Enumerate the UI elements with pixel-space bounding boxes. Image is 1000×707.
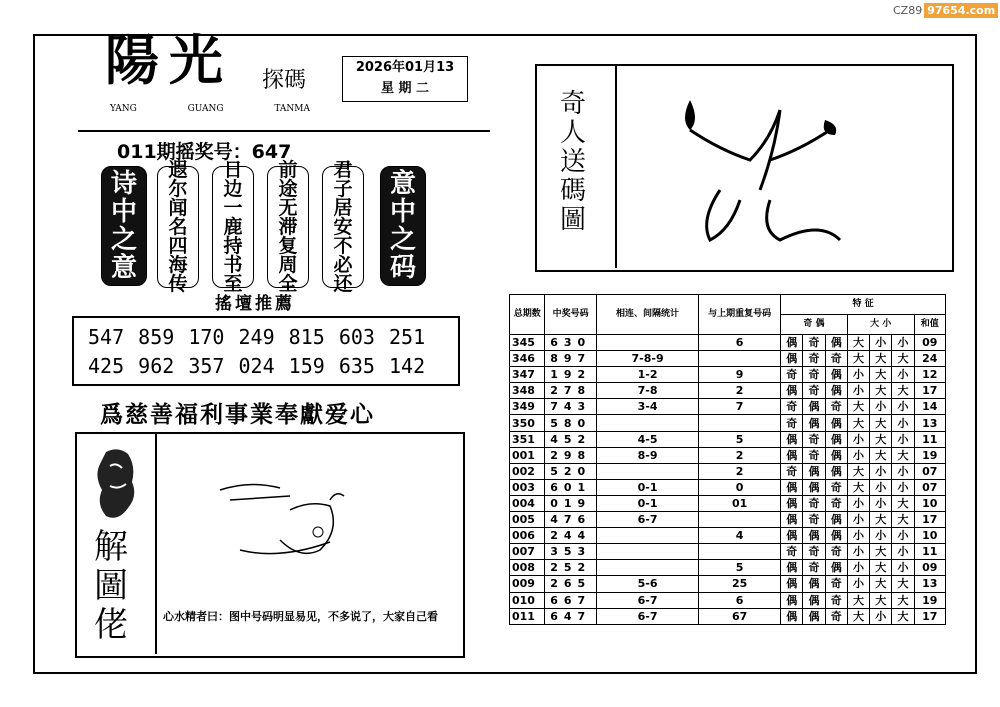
- table-row: [510, 495, 946, 511]
- cont-cell: 4-5: [596, 431, 698, 447]
- oddeven-cell: 偶: [825, 383, 847, 399]
- bigsmall-cell: 小: [847, 383, 869, 399]
- history-table: [509, 294, 946, 625]
- bigsmall-cell: 小: [870, 495, 892, 511]
- oddeven-cell: 奇: [803, 351, 825, 367]
- oddeven-cell: 奇: [803, 383, 825, 399]
- sum-cell: 10: [914, 528, 945, 544]
- sum-cell: 12: [914, 367, 945, 383]
- sum-cell: 24: [914, 351, 945, 367]
- bigsmall-cell: 小: [892, 431, 914, 447]
- oddeven-cell: 偶: [825, 528, 847, 544]
- cont-cell: [596, 335, 698, 351]
- bigsmall-cell: 大: [870, 351, 892, 367]
- cont-cell: 7-8: [596, 383, 698, 399]
- win-cell: 252: [545, 560, 597, 576]
- win-cell: 897: [545, 351, 597, 367]
- rep-cell: 2: [699, 447, 781, 463]
- cont-cell: 5-6: [596, 576, 698, 592]
- issue-cell: 011: [510, 608, 545, 624]
- bigsmall-cell: 大: [892, 608, 914, 624]
- table-row: [510, 415, 946, 431]
- col-oddeven: 奇 偶: [781, 315, 848, 335]
- bigsmall-cell: 大: [870, 512, 892, 528]
- rep-cell: [699, 544, 781, 560]
- table-row: [510, 335, 946, 351]
- bigsmall-cell: 大: [870, 415, 892, 431]
- bigsmall-cell: 大: [892, 512, 914, 528]
- bigsmall-cell: 大: [892, 351, 914, 367]
- oddeven-cell: 奇: [803, 495, 825, 511]
- rep-cell: 6: [699, 335, 781, 351]
- picture-label: 奇 人 送 碼 圖: [560, 89, 587, 235]
- issue-cell: 351: [510, 431, 545, 447]
- oddeven-cell: 偶: [781, 383, 803, 399]
- pinyin-3: TANMA: [274, 104, 310, 114]
- oddeven-cell: 偶: [803, 399, 825, 415]
- oddeven-cell: 偶: [803, 463, 825, 479]
- sum-cell: 10: [914, 495, 945, 511]
- win-cell: 667: [545, 592, 597, 608]
- sum-cell: 17: [914, 383, 945, 399]
- issue-cell: 346: [510, 351, 545, 367]
- bigsmall-cell: 大: [892, 383, 914, 399]
- bigsmall-cell: 大: [870, 383, 892, 399]
- bigsmall-cell: 小: [847, 495, 869, 511]
- bigsmall-cell: 小: [870, 479, 892, 495]
- bigsmall-cell: 小: [892, 367, 914, 383]
- oddeven-cell: 奇: [781, 544, 803, 560]
- cont-cell: [596, 544, 698, 560]
- bigsmall-cell: 小: [892, 335, 914, 351]
- bigsmall-cell: 大: [847, 335, 869, 351]
- bigsmall-cell: 小: [847, 528, 869, 544]
- oddeven-cell: 奇: [825, 608, 847, 624]
- bigsmall-cell: 大: [847, 415, 869, 431]
- bigsmall-cell: 小: [847, 512, 869, 528]
- oddeven-cell: 奇: [803, 335, 825, 351]
- cont-cell: 6-7: [596, 608, 698, 624]
- win-cell: 601: [545, 479, 597, 495]
- oddeven-cell: 偶: [825, 560, 847, 576]
- oddeven-cell: 奇: [825, 399, 847, 415]
- issue-cell: 350: [510, 415, 545, 431]
- oddeven-cell: 奇: [781, 367, 803, 383]
- col-cont: 相连、间隔统计: [596, 295, 698, 335]
- bigsmall-cell: 小: [847, 431, 869, 447]
- oddeven-cell: 偶: [803, 528, 825, 544]
- history-table-wrap: [509, 294, 946, 625]
- oddeven-cell: 偶: [781, 512, 803, 528]
- bigsmall-cell: 大: [847, 608, 869, 624]
- bigsmall-cell: 小: [847, 447, 869, 463]
- oddeven-cell: 偶: [781, 335, 803, 351]
- pinyin-2: GUANG: [187, 104, 224, 114]
- oddeven-cell: 偶: [825, 512, 847, 528]
- rep-cell: 2: [699, 463, 781, 479]
- table-row: [510, 367, 946, 383]
- table-row: [510, 399, 946, 415]
- sum-cell: 13: [914, 576, 945, 592]
- riddle-label: 解 圖 佬: [94, 527, 128, 645]
- oddeven-cell: 偶: [825, 335, 847, 351]
- issue-cell: 348: [510, 383, 545, 399]
- oddeven-cell: 奇: [803, 447, 825, 463]
- table-row: [510, 351, 946, 367]
- draw-result: 011期摇奖号：647: [117, 141, 292, 163]
- win-cell: 244: [545, 528, 597, 544]
- win-cell: 353: [545, 544, 597, 560]
- win-cell: 265: [545, 576, 597, 592]
- poem-left-title: 诗 中 之 意: [101, 166, 147, 286]
- oddeven-cell: 偶: [781, 431, 803, 447]
- sum-cell: 11: [914, 544, 945, 560]
- rep-cell: 9: [699, 367, 781, 383]
- oddeven-cell: 偶: [781, 592, 803, 608]
- bigsmall-cell: 大: [892, 447, 914, 463]
- picture-drawing: [660, 80, 860, 260]
- cont-cell: 1-2: [596, 367, 698, 383]
- win-cell: 476: [545, 512, 597, 528]
- bigsmall-cell: 大: [892, 495, 914, 511]
- table-row: [510, 383, 946, 399]
- issue-cell: 010: [510, 592, 545, 608]
- cont-cell: 8-9: [596, 447, 698, 463]
- poem-column-3: 前 途 无 滞 复 周 全: [267, 166, 309, 288]
- sum-cell: 09: [914, 560, 945, 576]
- watermark-prefix: CZ89: [893, 4, 923, 17]
- date-box: [342, 56, 468, 102]
- oddeven-cell: 奇: [803, 367, 825, 383]
- win-cell: 278: [545, 383, 597, 399]
- cont-cell: [596, 560, 698, 576]
- oddeven-cell: 奇: [803, 560, 825, 576]
- oddeven-cell: 奇: [825, 592, 847, 608]
- bigsmall-cell: 小: [847, 560, 869, 576]
- divider: [78, 130, 490, 132]
- oddeven-cell: 偶: [781, 560, 803, 576]
- rep-cell: 5: [699, 560, 781, 576]
- oddeven-cell: 奇: [825, 576, 847, 592]
- sum-cell: 14: [914, 399, 945, 415]
- charity-slogan: 爲慈善福利事業奉獻爱心: [100, 401, 375, 428]
- riddle-caption: 心水精者曰：图中号码明显易见，不多说了，大家自己看: [163, 610, 438, 623]
- bigsmall-cell: 小: [870, 463, 892, 479]
- bigsmall-cell: 大: [892, 576, 914, 592]
- cont-cell: [596, 463, 698, 479]
- oddeven-cell: 奇: [825, 351, 847, 367]
- oddeven-cell: 奇: [781, 399, 803, 415]
- oddeven-cell: 偶: [803, 479, 825, 495]
- sum-cell: 19: [914, 447, 945, 463]
- cont-cell: 7-8-9: [596, 351, 698, 367]
- col-feature: 特 征: [781, 295, 946, 315]
- bigsmall-cell: 小: [892, 479, 914, 495]
- col-bigsmall: 大 小: [847, 315, 914, 335]
- date-line: 2026年01月13: [355, 60, 455, 75]
- pinyin-1: YANG: [110, 104, 137, 114]
- cont-cell: 6-7: [596, 512, 698, 528]
- oddeven-cell: 偶: [825, 415, 847, 431]
- oddeven-cell: 奇: [825, 479, 847, 495]
- bigsmall-cell: 大: [847, 479, 869, 495]
- oddeven-cell: 偶: [781, 479, 803, 495]
- bigsmall-cell: 小: [870, 335, 892, 351]
- table-row: [510, 528, 946, 544]
- bigsmall-cell: 小: [870, 399, 892, 415]
- cont-cell: 0-1: [596, 479, 698, 495]
- table-row: [510, 431, 946, 447]
- sum-cell: 07: [914, 479, 945, 495]
- oddeven-cell: 奇: [803, 544, 825, 560]
- win-cell: 580: [545, 415, 597, 431]
- table-row: [510, 447, 946, 463]
- oddeven-cell: 偶: [803, 608, 825, 624]
- oddeven-cell: 偶: [781, 351, 803, 367]
- bigsmall-cell: 大: [870, 431, 892, 447]
- win-cell: 452: [545, 431, 597, 447]
- oddeven-cell: 偶: [825, 463, 847, 479]
- cont-cell: 0-1: [596, 495, 698, 511]
- rep-cell: 2: [699, 383, 781, 399]
- watermark-site[interactable]: 97654.com: [924, 3, 998, 18]
- cont-cell: [596, 528, 698, 544]
- recommend-title: 搖壇推薦: [215, 294, 295, 314]
- rep-cell: 0: [699, 479, 781, 495]
- issue-cell: 004: [510, 495, 545, 511]
- sum-cell: 17: [914, 608, 945, 624]
- bigsmall-cell: 小: [892, 528, 914, 544]
- issue-cell: 005: [510, 512, 545, 528]
- issue-cell: 002: [510, 463, 545, 479]
- rep-cell: 6: [699, 592, 781, 608]
- cont-cell: 3-4: [596, 399, 698, 415]
- issue-cell: 003: [510, 479, 545, 495]
- table-row: [510, 592, 946, 608]
- bigsmall-cell: 大: [870, 560, 892, 576]
- oddeven-cell: 偶: [825, 367, 847, 383]
- logo-subtitle: 探碼: [262, 68, 307, 93]
- rep-cell: 25: [699, 576, 781, 592]
- numbers-line-2: 425 962 357 024 159 635 142: [88, 354, 426, 378]
- oddeven-cell: 奇: [803, 512, 825, 528]
- poem-right-title: 意 中 之 码: [380, 166, 426, 286]
- logo-pinyin: [110, 104, 310, 114]
- numbers-line-1: 547 859 170 249 815 603 251: [88, 325, 426, 349]
- oddeven-cell: 偶: [825, 431, 847, 447]
- bigsmall-cell: 大: [892, 592, 914, 608]
- sum-cell: 11: [914, 431, 945, 447]
- oddeven-cell: 偶: [825, 447, 847, 463]
- table-row: [510, 479, 946, 495]
- bigsmall-cell: 小: [870, 528, 892, 544]
- rep-cell: [699, 512, 781, 528]
- bigsmall-cell: 小: [892, 463, 914, 479]
- weekday-line: 星 期 二: [380, 81, 430, 96]
- oddeven-cell: 偶: [803, 576, 825, 592]
- sum-cell: 07: [914, 463, 945, 479]
- rep-cell: 7: [699, 399, 781, 415]
- win-cell: 019: [545, 495, 597, 511]
- bigsmall-cell: 大: [870, 367, 892, 383]
- table-row: [510, 608, 946, 624]
- site-watermark[interactable]: [889, 2, 1000, 20]
- bigsmall-cell: 大: [847, 463, 869, 479]
- issue-cell: 349: [510, 399, 545, 415]
- table-row: [510, 560, 946, 576]
- col-win: 中奖号码: [545, 295, 597, 335]
- oddeven-cell: 偶: [803, 415, 825, 431]
- issue-cell: 007: [510, 544, 545, 560]
- oddeven-cell: 偶: [781, 495, 803, 511]
- oddeven-cell: 偶: [781, 528, 803, 544]
- table-row: [510, 544, 946, 560]
- bigsmall-cell: 大: [870, 576, 892, 592]
- poem-column-4: 君 子 居 安 不 必 还: [322, 166, 364, 288]
- table-row: [510, 576, 946, 592]
- oddeven-cell: 奇: [781, 415, 803, 431]
- logo-title: 陽光: [105, 28, 233, 92]
- bigsmall-cell: 大: [870, 447, 892, 463]
- bigsmall-cell: 小: [892, 544, 914, 560]
- bigsmall-cell: 小: [847, 367, 869, 383]
- oddeven-cell: 奇: [803, 431, 825, 447]
- rep-cell: 67: [699, 608, 781, 624]
- rep-cell: 4: [699, 528, 781, 544]
- issue-cell: 345: [510, 335, 545, 351]
- issue-cell: 009: [510, 576, 545, 592]
- cont-cell: 6-7: [596, 592, 698, 608]
- win-cell: 647: [545, 608, 597, 624]
- poem-column-2: 日 边 一 鹿 持 书 至: [212, 166, 254, 288]
- oddeven-cell: 奇: [825, 495, 847, 511]
- rep-cell: 01: [699, 495, 781, 511]
- oddeven-cell: 奇: [825, 544, 847, 560]
- issue-cell: 006: [510, 528, 545, 544]
- oddeven-cell: 偶: [781, 608, 803, 624]
- col-issue: 总期数: [510, 295, 545, 335]
- poem-column-1: 遐 尔 闻 名 四 海 传: [157, 166, 199, 288]
- oddeven-cell: 奇: [781, 463, 803, 479]
- win-cell: 192: [545, 367, 597, 383]
- bigsmall-cell: 大: [847, 351, 869, 367]
- win-cell: 630: [545, 335, 597, 351]
- oddeven-cell: 偶: [781, 576, 803, 592]
- sum-cell: 09: [914, 335, 945, 351]
- riddle-drawing: [180, 470, 360, 570]
- bigsmall-cell: 大: [847, 399, 869, 415]
- bigsmall-cell: 小: [892, 415, 914, 431]
- issue-cell: 008: [510, 560, 545, 576]
- issue-cell: 001: [510, 447, 545, 463]
- win-cell: 743: [545, 399, 597, 415]
- oddeven-cell: 偶: [781, 447, 803, 463]
- sum-cell: 13: [914, 415, 945, 431]
- col-rep: 与上期重复号码: [699, 295, 781, 335]
- rep-cell: [699, 415, 781, 431]
- cont-cell: [596, 415, 698, 431]
- recommend-numbers: [72, 316, 460, 386]
- issue-cell: 347: [510, 367, 545, 383]
- bigsmall-cell: 大: [847, 592, 869, 608]
- bigsmall-cell: 大: [870, 544, 892, 560]
- portrait-icon: [88, 446, 144, 526]
- bigsmall-cell: 小: [847, 576, 869, 592]
- bigsmall-cell: 小: [892, 399, 914, 415]
- sum-cell: 17: [914, 512, 945, 528]
- sum-cell: 19: [914, 592, 945, 608]
- oddeven-cell: 偶: [803, 592, 825, 608]
- bigsmall-cell: 小: [870, 608, 892, 624]
- bigsmall-cell: 大: [870, 592, 892, 608]
- win-cell: 298: [545, 447, 597, 463]
- table-row: [510, 463, 946, 479]
- rep-cell: 5: [699, 431, 781, 447]
- win-cell: 520: [545, 463, 597, 479]
- bigsmall-cell: 小: [847, 544, 869, 560]
- table-row: [510, 512, 946, 528]
- col-sum: 和值: [914, 315, 945, 335]
- bigsmall-cell: 小: [892, 560, 914, 576]
- rep-cell: [699, 351, 781, 367]
